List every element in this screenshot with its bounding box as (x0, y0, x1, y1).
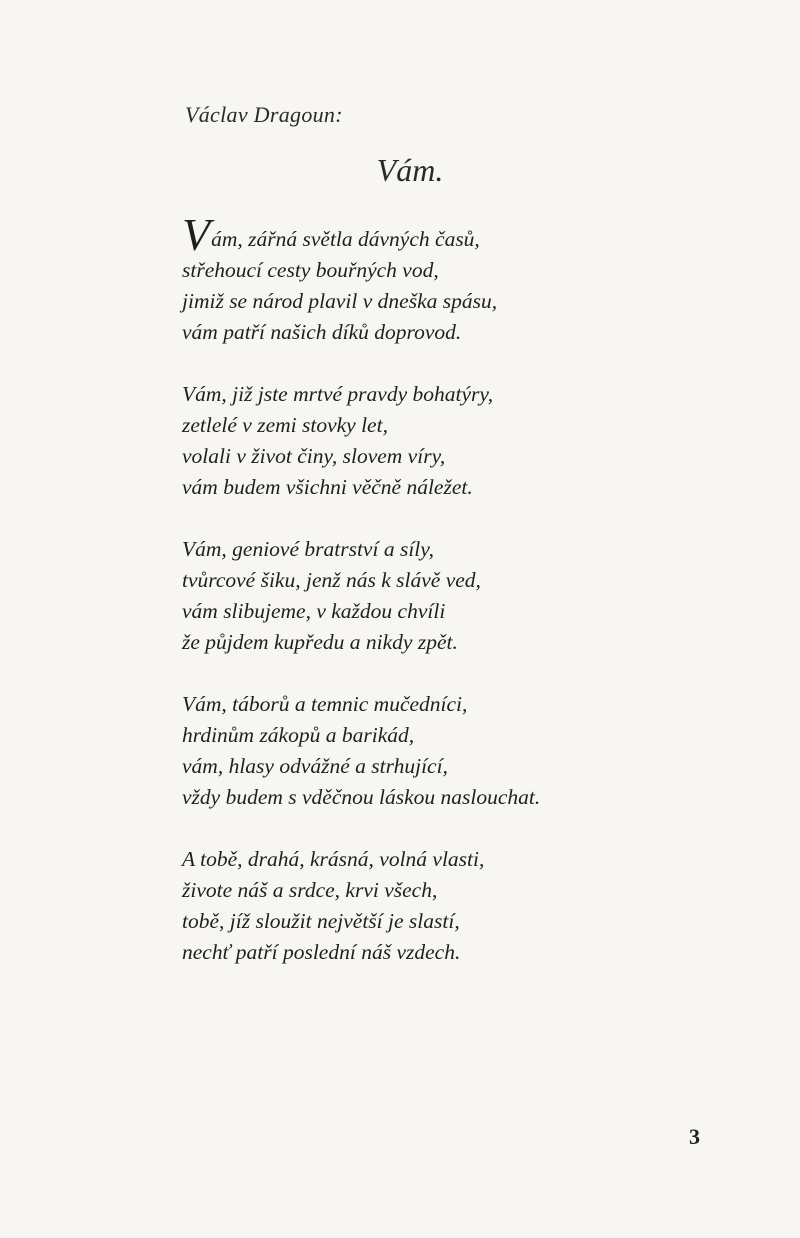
poem-line: nechť patří poslední náš vzdech. (182, 940, 461, 964)
poem-line: A tobě, drahá, krásná, volná vlasti, (182, 847, 485, 871)
author-name: Václav Dragoun: (185, 102, 343, 127)
poem-line: jimiž se národ plavil v dneška spásu, (182, 289, 498, 313)
stanza-1 (182, 209, 652, 348)
poem-title: Vám. (376, 152, 444, 188)
poem-line: vám slibujeme, v každou chvíli (182, 599, 446, 623)
poem-line: vždy budem s vděčnou láskou naslouchat. (182, 785, 541, 809)
poem-line: volali v život činy, slovem víry, (182, 444, 446, 468)
poem-line: vám budem všichni věčně náležet. (182, 475, 473, 499)
stanza-2 (182, 379, 652, 503)
stanza-4 (182, 689, 652, 813)
drop-cap: V (182, 209, 211, 260)
poem-line: Vám, již jste mrtvé pravdy bohatýry, (182, 382, 494, 406)
stanza-5 (182, 844, 652, 968)
poem-line: zetlelé v zemi stovky let, (182, 413, 388, 437)
poem-body (182, 209, 652, 999)
poem-line: živote náš a srdce, krvi všech, (182, 878, 438, 902)
poem-line: střehoucí cesty bouřných vod, (182, 258, 439, 282)
poem-line: hrdinům zákopů a barikád, (182, 723, 415, 747)
poem-line: Vám, táborů a temnic mučedníci, (182, 692, 468, 716)
page-number: 3 (689, 1124, 700, 1149)
poem-line: tvůrcové šiku, jenž nás k slávě ved, (182, 568, 481, 592)
poem-line: vám, hlasy odvážné a strhující, (182, 754, 448, 778)
poem-line: tobě, jíž sloužit největší je slastí, (182, 909, 460, 933)
poem-line: že půjdem kupředu a nikdy zpět. (182, 630, 458, 654)
stanza-3 (182, 534, 652, 658)
poem-line: Vám, geniové bratrství a síly, (182, 537, 434, 561)
poem-line: Vám, zářná světla dávných časů, (182, 209, 480, 260)
poem-line: vám patří našich díků doprovod. (182, 320, 462, 344)
